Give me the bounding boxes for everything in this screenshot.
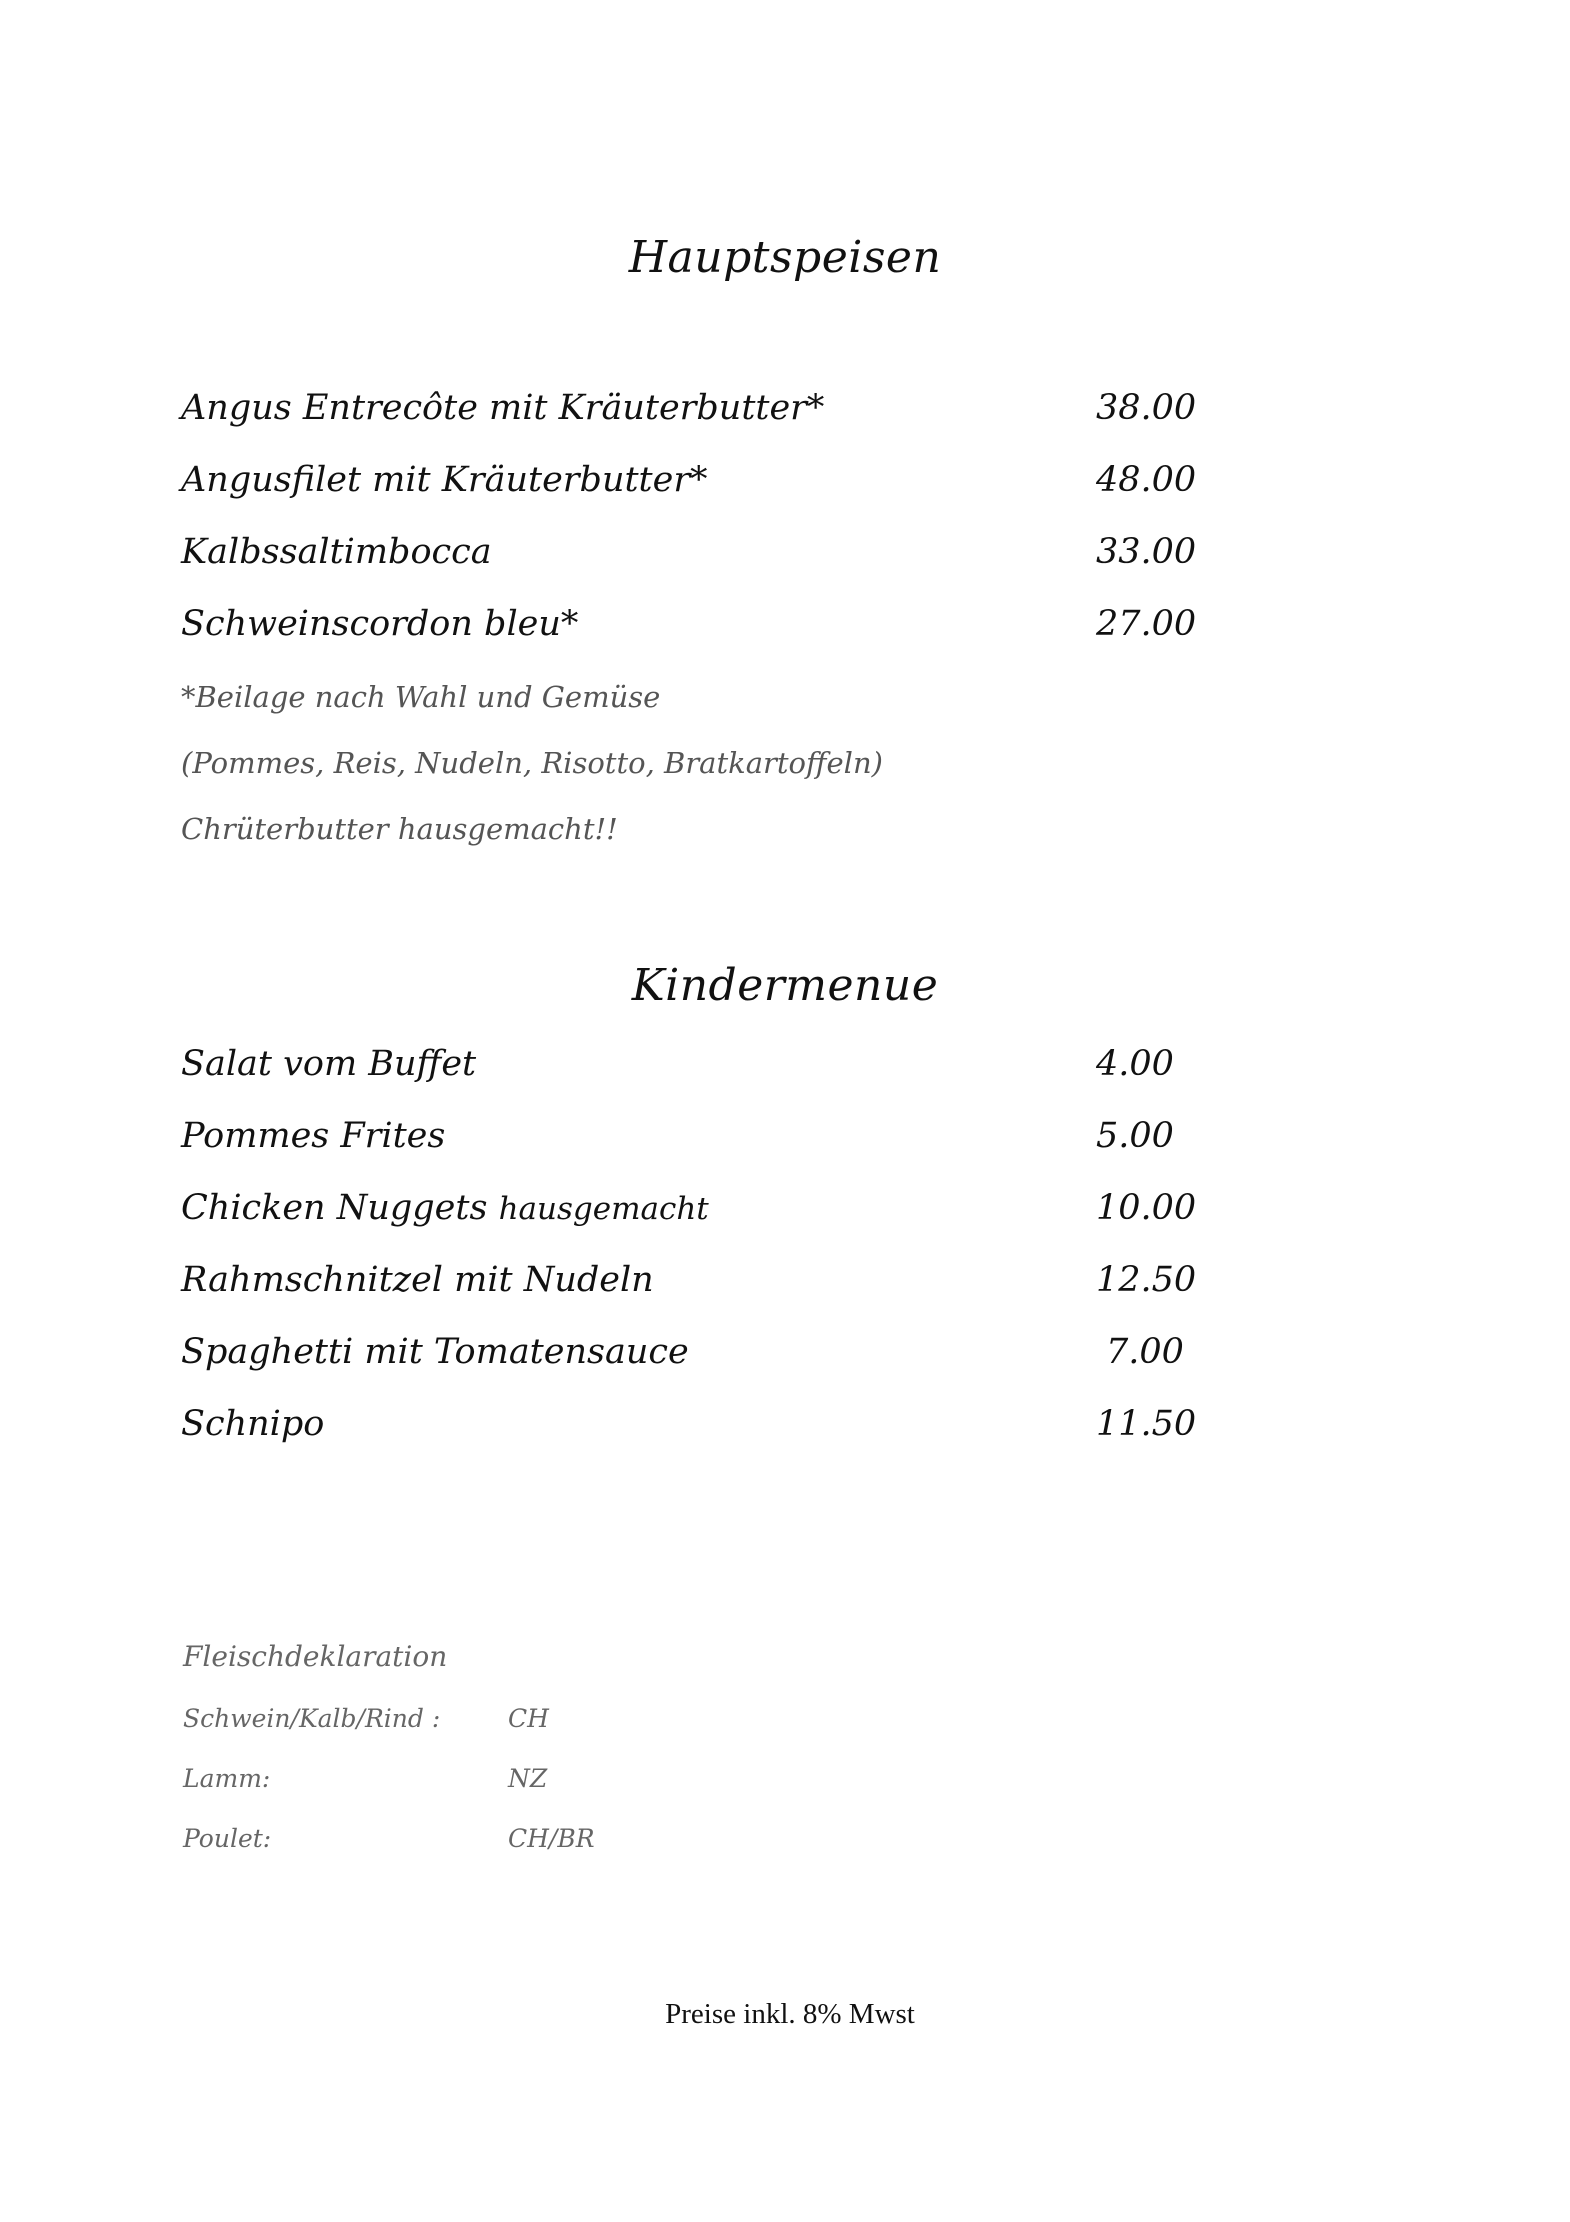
menu-item [181, 1044, 1221, 1104]
side-dish-options: (Pommes, Reis, Nudeln, Risotto, Bratkartoffeln) [181, 746, 883, 780]
menu-item-price: 4.00 [1096, 1044, 1174, 1084]
menu-item-name: Schnipo [181, 1404, 325, 1444]
herb-butter-note: Chrüterbutter hausgemacht!! [181, 812, 618, 846]
menu-item-name: Angusfilet mit Kräuterbutter* [181, 460, 708, 500]
menu-item-price: 33.00 [1096, 532, 1197, 572]
menu-item-price: 7.00 [1106, 1332, 1184, 1372]
menu-item [181, 460, 1221, 520]
menu-item-name: Salat vom Buffet [181, 1044, 477, 1084]
menu-item [181, 1404, 1221, 1464]
declaration-value: CH/BR [508, 1824, 595, 1853]
declaration-label: Schwein/Kalb/Rind : [183, 1704, 441, 1733]
menu-item-name: Schweinscordon bleu* [181, 604, 579, 644]
section-title-kindermenue: Kindermenue [631, 960, 939, 1011]
menu-item-price: 10.00 [1096, 1188, 1197, 1228]
section-title-hauptspeisen: Hauptspeisen [628, 232, 942, 283]
menu-item-subtitle: hausgemacht [498, 1191, 709, 1227]
declaration-value: CH [508, 1704, 549, 1733]
menu-item-name: Kalbssaltimbocca [181, 532, 492, 572]
meat-declaration-title: Fleischdeklaration [183, 1640, 448, 1673]
menu-item [181, 532, 1221, 592]
menu-item [181, 604, 1221, 664]
declaration-label: Poulet: [183, 1824, 272, 1853]
menu-item-name [181, 1188, 709, 1228]
menu-item-name: Spaghetti mit Tomatensauce [181, 1332, 689, 1372]
menu-item [181, 1188, 1221, 1248]
menu-item-price: 5.00 [1096, 1116, 1174, 1156]
declaration-value: NZ [508, 1764, 548, 1793]
menu-item-name-text: Chicken Nuggets [181, 1188, 488, 1228]
menu-item-price: 38.00 [1096, 388, 1197, 428]
menu-item-name: Pommes Frites [181, 1116, 446, 1156]
menu-item-price: 11.50 [1096, 1404, 1197, 1444]
menu-item [181, 1260, 1221, 1320]
menu-item-price: 48.00 [1096, 460, 1197, 500]
menu-item-name: Rahmschnitzel mit Nudeln [181, 1260, 654, 1300]
menu-item-name: Angus Entrecôte mit Kräuterbutter* [181, 388, 825, 428]
menu-item-price: 12.50 [1096, 1260, 1197, 1300]
side-dish-note: *Beilage nach Wahl und Gemüse [181, 680, 661, 714]
menu-item-price: 27.00 [1096, 604, 1197, 644]
vat-footer: Preise inkl. 8% Mwst [665, 1998, 915, 2030]
declaration-label: Lamm: [183, 1764, 271, 1793]
menu-item [181, 1116, 1221, 1176]
menu-item [181, 388, 1221, 448]
menu-item [181, 1332, 1221, 1392]
